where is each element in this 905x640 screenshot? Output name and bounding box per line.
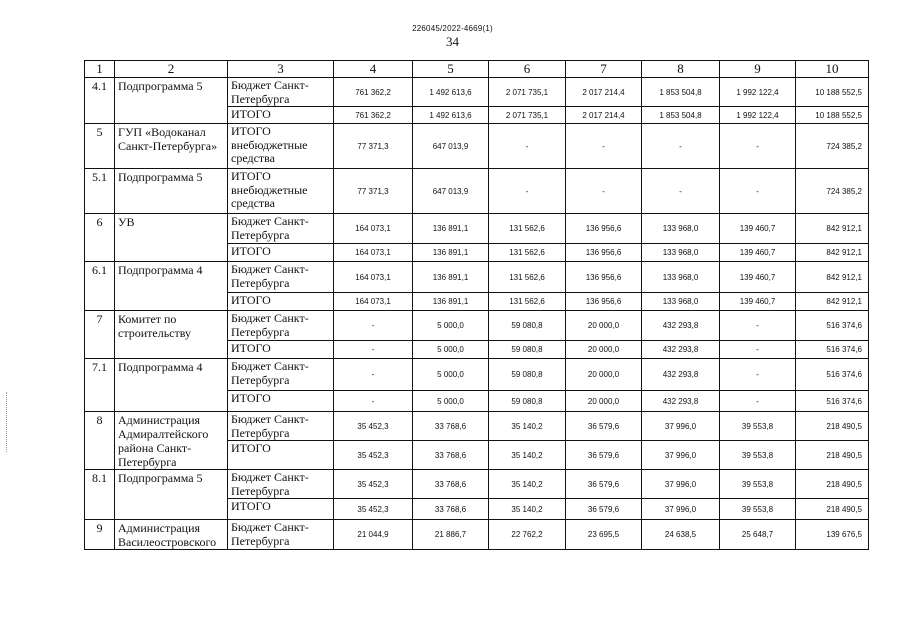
year-value: 164 073,1 [334,214,413,244]
row-code: 9 [85,520,115,550]
total-value: 842 912,1 [796,262,869,293]
total-value: 139 676,5 [796,520,869,550]
table-row [85,78,869,107]
column-header: 8 [642,61,720,78]
year-value: 37 996,0 [642,441,720,470]
year-value: 136 891,1 [413,262,489,293]
table-row [85,311,869,341]
column-header: 7 [566,61,642,78]
year-value: - [720,391,796,412]
year-value: 35 452,3 [334,499,413,520]
total-value: 724 385,2 [796,124,869,169]
year-value: 2 071 735,1 [489,78,566,107]
funding-source: ИТОГО [228,244,334,262]
year-value: - [642,124,720,169]
table-row [85,520,869,550]
total-value: 10 188 552,5 [796,78,869,107]
year-value: - [720,341,796,359]
funding-source: ИТОГО [228,107,334,124]
column-header: 2 [115,61,228,78]
year-value: 77 371,3 [334,124,413,169]
year-value: 37 996,0 [642,499,720,520]
year-value: 35 140,2 [489,412,566,441]
year-value: 33 768,6 [413,441,489,470]
funding-source: Бюджет Санкт-Петербурга [228,412,334,441]
total-value: 842 912,1 [796,214,869,244]
funding-source: ИТОГО [228,341,334,359]
year-value: 59 080,8 [489,359,566,391]
document-registration-id: 226045/2022-4669(1) [412,24,493,33]
year-value: 647 013,9 [413,124,489,169]
year-value: 5 000,0 [413,341,489,359]
row-code: 7 [85,311,115,359]
year-value: 761 362,2 [334,78,413,107]
year-value: 33 768,6 [413,499,489,520]
column-header: 6 [489,61,566,78]
year-value: 1 492 613,6 [413,107,489,124]
year-value: 35 140,2 [489,499,566,520]
year-value: 136 891,1 [413,293,489,311]
year-value: - [566,124,642,169]
year-value: 136 891,1 [413,244,489,262]
total-value: 516 374,6 [796,359,869,391]
year-value: 25 648,7 [720,520,796,550]
year-value: 1 992 122,4 [720,78,796,107]
year-value: 35 140,2 [489,441,566,470]
total-value: 218 490,5 [796,441,869,470]
total-value: 218 490,5 [796,499,869,520]
funding-source: ИТОГО [228,441,334,470]
year-value: 1 853 504,8 [642,78,720,107]
year-value: - [720,169,796,214]
year-value: 136 956,6 [566,262,642,293]
table-row [85,169,869,214]
year-value: 164 073,1 [334,244,413,262]
executor-name: Администрация Василеостровского [115,520,228,550]
funding-source: ИТОГО [228,293,334,311]
year-value: 20 000,0 [566,391,642,412]
year-value: 5 000,0 [413,359,489,391]
year-value: 59 080,8 [489,341,566,359]
budget-table [84,60,869,550]
total-value: 10 188 552,5 [796,107,869,124]
row-code: 6.1 [85,262,115,311]
total-value: 516 374,6 [796,341,869,359]
year-value: 39 553,8 [720,470,796,499]
year-value: 39 553,8 [720,441,796,470]
year-value: - [566,169,642,214]
year-value: 59 080,8 [489,311,566,341]
year-value: 432 293,8 [642,391,720,412]
row-code: 8.1 [85,470,115,520]
table-row [85,470,869,499]
year-value: 21 044,9 [334,520,413,550]
year-value: 2 017 214,4 [566,107,642,124]
year-value: 131 562,6 [489,293,566,311]
year-value: 5 000,0 [413,311,489,341]
table-row [85,262,869,293]
year-value: - [334,391,413,412]
year-value: 136 956,6 [566,244,642,262]
funding-source: ИТОГО внебюджетные средства [228,169,334,214]
column-header: 5 [413,61,489,78]
row-code: 5 [85,124,115,169]
year-value: 647 013,9 [413,169,489,214]
year-value: 5 000,0 [413,391,489,412]
year-value: 36 579,6 [566,470,642,499]
column-header: 4 [334,61,413,78]
executor-name: Подпрограмма 5 [115,470,228,520]
year-value: 77 371,3 [334,169,413,214]
funding-source: Бюджет Санкт-Петербурга [228,520,334,550]
year-value: 39 553,8 [720,499,796,520]
year-value: 35 140,2 [489,470,566,499]
year-value: 2 017 214,4 [566,78,642,107]
year-value: - [720,124,796,169]
year-value: 35 452,3 [334,412,413,441]
executor-name: Комитет по строительству [115,311,228,359]
row-code: 4.1 [85,78,115,124]
table-row [85,124,869,169]
year-value: 131 562,6 [489,262,566,293]
executor-name: Подпрограмма 4 [115,359,228,412]
total-value: 218 490,5 [796,412,869,441]
year-value: 432 293,8 [642,311,720,341]
year-value: - [720,359,796,391]
year-value: 1 853 504,8 [642,107,720,124]
table-body [85,78,869,550]
year-value: 136 956,6 [566,293,642,311]
total-value: 516 374,6 [796,391,869,412]
row-code: 8 [85,412,115,470]
funding-source: ИТОГО внебюджетные средства [228,124,334,169]
year-value: 20 000,0 [566,341,642,359]
year-value: - [642,169,720,214]
executor-name: Администрация Адмиралтейского района Санкт-Петербурга [115,412,228,470]
total-value: 842 912,1 [796,293,869,311]
year-value: 761 362,2 [334,107,413,124]
year-value: 20 000,0 [566,311,642,341]
total-value: 724 385,2 [796,169,869,214]
year-value: 131 562,6 [489,214,566,244]
executor-name: Подпрограмма 4 [115,262,228,311]
year-value: - [334,359,413,391]
year-value: - [334,311,413,341]
table-row [85,214,869,244]
table-row [85,412,869,441]
year-value: 36 579,6 [566,499,642,520]
year-value: 21 886,7 [413,520,489,550]
year-value: 37 996,0 [642,412,720,441]
year-value: 2 071 735,1 [489,107,566,124]
year-value: 164 073,1 [334,293,413,311]
year-value: 59 080,8 [489,391,566,412]
margin-marks [6,392,9,452]
row-code: 6 [85,214,115,262]
executor-name: Подпрограмма 5 [115,78,228,124]
year-value: 35 452,3 [334,470,413,499]
year-value: 136 956,6 [566,214,642,244]
year-value: 432 293,8 [642,341,720,359]
year-value: 36 579,6 [566,412,642,441]
total-value: 842 912,1 [796,244,869,262]
total-value: 516 374,6 [796,311,869,341]
row-code: 7.1 [85,359,115,412]
year-value: 139 460,7 [720,293,796,311]
year-value: 36 579,6 [566,441,642,470]
year-value: 33 768,6 [413,412,489,441]
year-value: - [489,169,566,214]
year-value: 1 492 613,6 [413,78,489,107]
executor-name: ГУП «Водоканал Санкт-Петербурга» [115,124,228,169]
year-value: 139 460,7 [720,262,796,293]
funding-source: Бюджет Санкт-Петербурга [228,78,334,107]
column-header: 3 [228,61,334,78]
year-value: - [334,341,413,359]
funding-source: Бюджет Санкт-Петербурга [228,470,334,499]
year-value: 432 293,8 [642,359,720,391]
year-value: 1 992 122,4 [720,107,796,124]
funding-source: Бюджет Санкт-Петербурга [228,311,334,341]
year-value: 133 968,0 [642,293,720,311]
year-value: 39 553,8 [720,412,796,441]
funding-source: ИТОГО [228,499,334,520]
year-value: - [489,124,566,169]
year-value: 133 968,0 [642,244,720,262]
table-header-row [85,61,869,78]
year-value: 139 460,7 [720,214,796,244]
row-code: 5.1 [85,169,115,214]
column-header: 1 [85,61,115,78]
funding-source: ИТОГО [228,391,334,412]
year-value: 133 968,0 [642,262,720,293]
year-value: - [720,311,796,341]
year-value: 136 891,1 [413,214,489,244]
year-value: 33 768,6 [413,470,489,499]
total-value: 218 490,5 [796,470,869,499]
year-value: 164 073,1 [334,262,413,293]
funding-source: Бюджет Санкт-Петербурга [228,359,334,391]
column-header: 9 [720,61,796,78]
year-value: 20 000,0 [566,359,642,391]
year-value: 23 695,5 [566,520,642,550]
column-header: 10 [796,61,869,78]
year-value: 24 638,5 [642,520,720,550]
year-value: 131 562,6 [489,244,566,262]
executor-name: Подпрограмма 5 [115,169,228,214]
year-value: 37 996,0 [642,470,720,499]
funding-source: Бюджет Санкт-Петербурга [228,262,334,293]
funding-source: Бюджет Санкт-Петербурга [228,214,334,244]
executor-name: УВ [115,214,228,262]
year-value: 22 762,2 [489,520,566,550]
table-row [85,359,869,391]
year-value: 139 460,7 [720,244,796,262]
page-number: 34 [446,34,459,49]
year-value: 133 968,0 [642,214,720,244]
year-value: 35 452,3 [334,441,413,470]
